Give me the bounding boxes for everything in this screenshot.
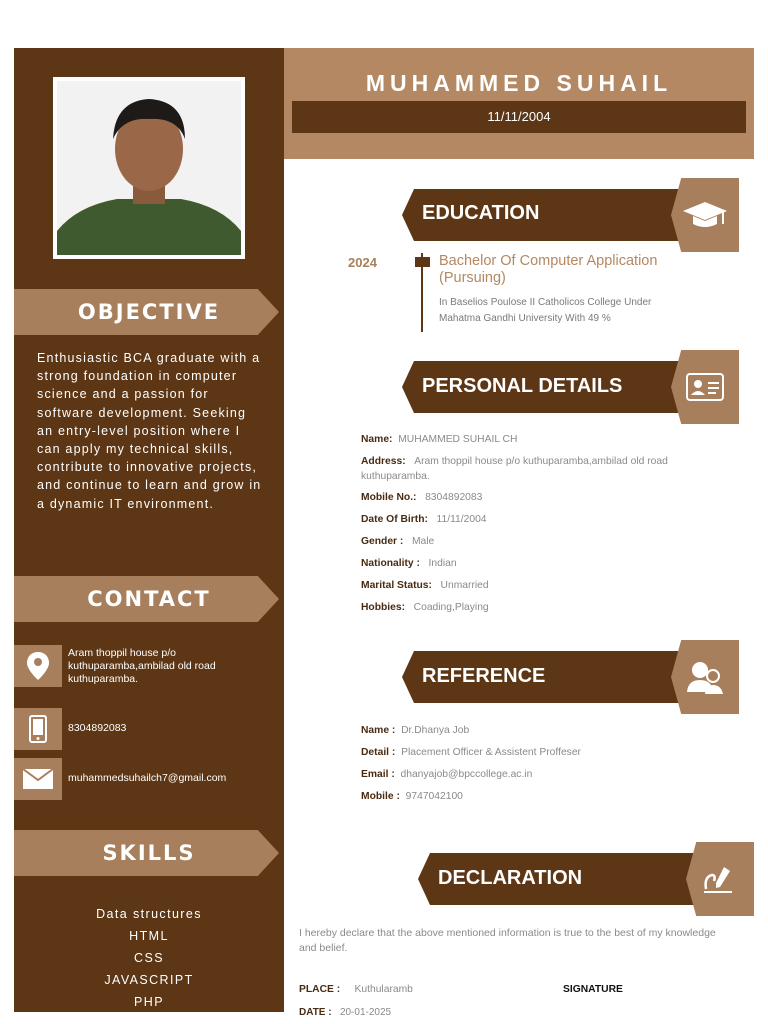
skill-item: PHP — [134, 995, 164, 1009]
graduation-cap-icon — [683, 200, 727, 230]
signature-label: SIGNATURE — [563, 984, 623, 995]
place-value: Kuthularamb — [354, 984, 413, 995]
profile-photo — [57, 81, 241, 255]
education-year: 2024 — [348, 255, 377, 270]
declaration-text: I hereby declare that the above mentioned information is true to the best of my knowledge and belief. — [299, 927, 716, 954]
education-detail: In Baselios Poulose II Catholicos College Under Mahatma Gandhi University With 49 % — [439, 297, 652, 324]
reference-field: Mobile : 9747042100 — [361, 791, 463, 802]
contact-phone-text: 8304892083 — [68, 722, 127, 734]
date-field: DATE : 20-01-2025 — [299, 1007, 392, 1018]
contact-address-text: Aram thoppil house p/o kuthuparamba,ambilad old road kuthuparamba. — [68, 647, 216, 685]
personal-icon-box — [671, 350, 739, 424]
signature-pen-icon — [702, 863, 738, 895]
phone-icon — [14, 708, 62, 750]
declaration-title: DECLARATION — [438, 867, 583, 889]
users-icon — [685, 660, 725, 694]
personal-title: PERSONAL DETAILS — [422, 375, 623, 397]
personal-field: Nationality : Indian — [361, 558, 457, 569]
header-dob: 11/11/2004 — [292, 101, 746, 133]
personal-field: Date Of Birth: 11/11/2004 — [361, 514, 487, 525]
personal-field: Name: MUHAMMED SUHAIL CH — [361, 434, 518, 445]
reference-icon-box — [671, 640, 739, 714]
personal-field: Gender : Male — [361, 536, 435, 547]
personal-field: Hobbies: Coading,Playing — [361, 602, 489, 613]
skill-item: HTML — [129, 929, 169, 943]
timeline-marker — [415, 257, 430, 267]
skill-item: CSS — [134, 951, 164, 965]
reference-field: Email : dhanyajob@bpccollege.ac.in — [361, 769, 533, 780]
contact-email-text: muhammedsuhailch7@gmail.com — [68, 772, 227, 784]
profile-photo-frame — [53, 77, 245, 259]
objective-text: Enthusiastic BCA graduate with a strong foundation in computer science and a passion for software development. Seeking an entry-level position where I can apply my technical skills, contribute to innovative projects, and continue to learn and grow in a dynamic IT environment. — [37, 351, 262, 511]
skill-item: Data structures — [96, 907, 202, 921]
personal-field: Address: Aram thoppil house p/o kuthuparamba,ambilad old road kuthuparamba. — [361, 456, 668, 482]
education-icon-box — [671, 178, 739, 252]
skills-list — [14, 903, 284, 1013]
reference-field: Name : Dr.Dhanya Job — [361, 725, 470, 736]
education-title: EDUCATION — [422, 202, 540, 224]
education-degree: Bachelor Of Computer Application (Pursuing) — [439, 253, 658, 286]
email-icon — [14, 758, 62, 800]
declaration-icon-box — [686, 842, 754, 916]
objective-title: OBJECTIVE — [77, 300, 221, 324]
skill-item: JAVASCRIPT — [104, 973, 194, 987]
contact-title: CONTACT — [87, 587, 211, 611]
personal-field: Marital Status: Unmarried — [361, 580, 489, 591]
place-label: PLACE : — [299, 984, 341, 995]
personal-field: Mobile No.: 8304892083 — [361, 492, 483, 503]
place-field — [299, 984, 413, 995]
id-card-icon — [686, 373, 724, 401]
reference-title: REFERENCE — [422, 665, 546, 687]
location-icon — [14, 645, 62, 687]
candidate-name: MUHAMMED SUHAIL — [365, 70, 673, 96]
reference-field: Detail : Placement Officer & Assistent Proffeser — [361, 747, 581, 758]
skills-title: SKILLS — [102, 841, 196, 865]
sidebar — [14, 48, 284, 1012]
